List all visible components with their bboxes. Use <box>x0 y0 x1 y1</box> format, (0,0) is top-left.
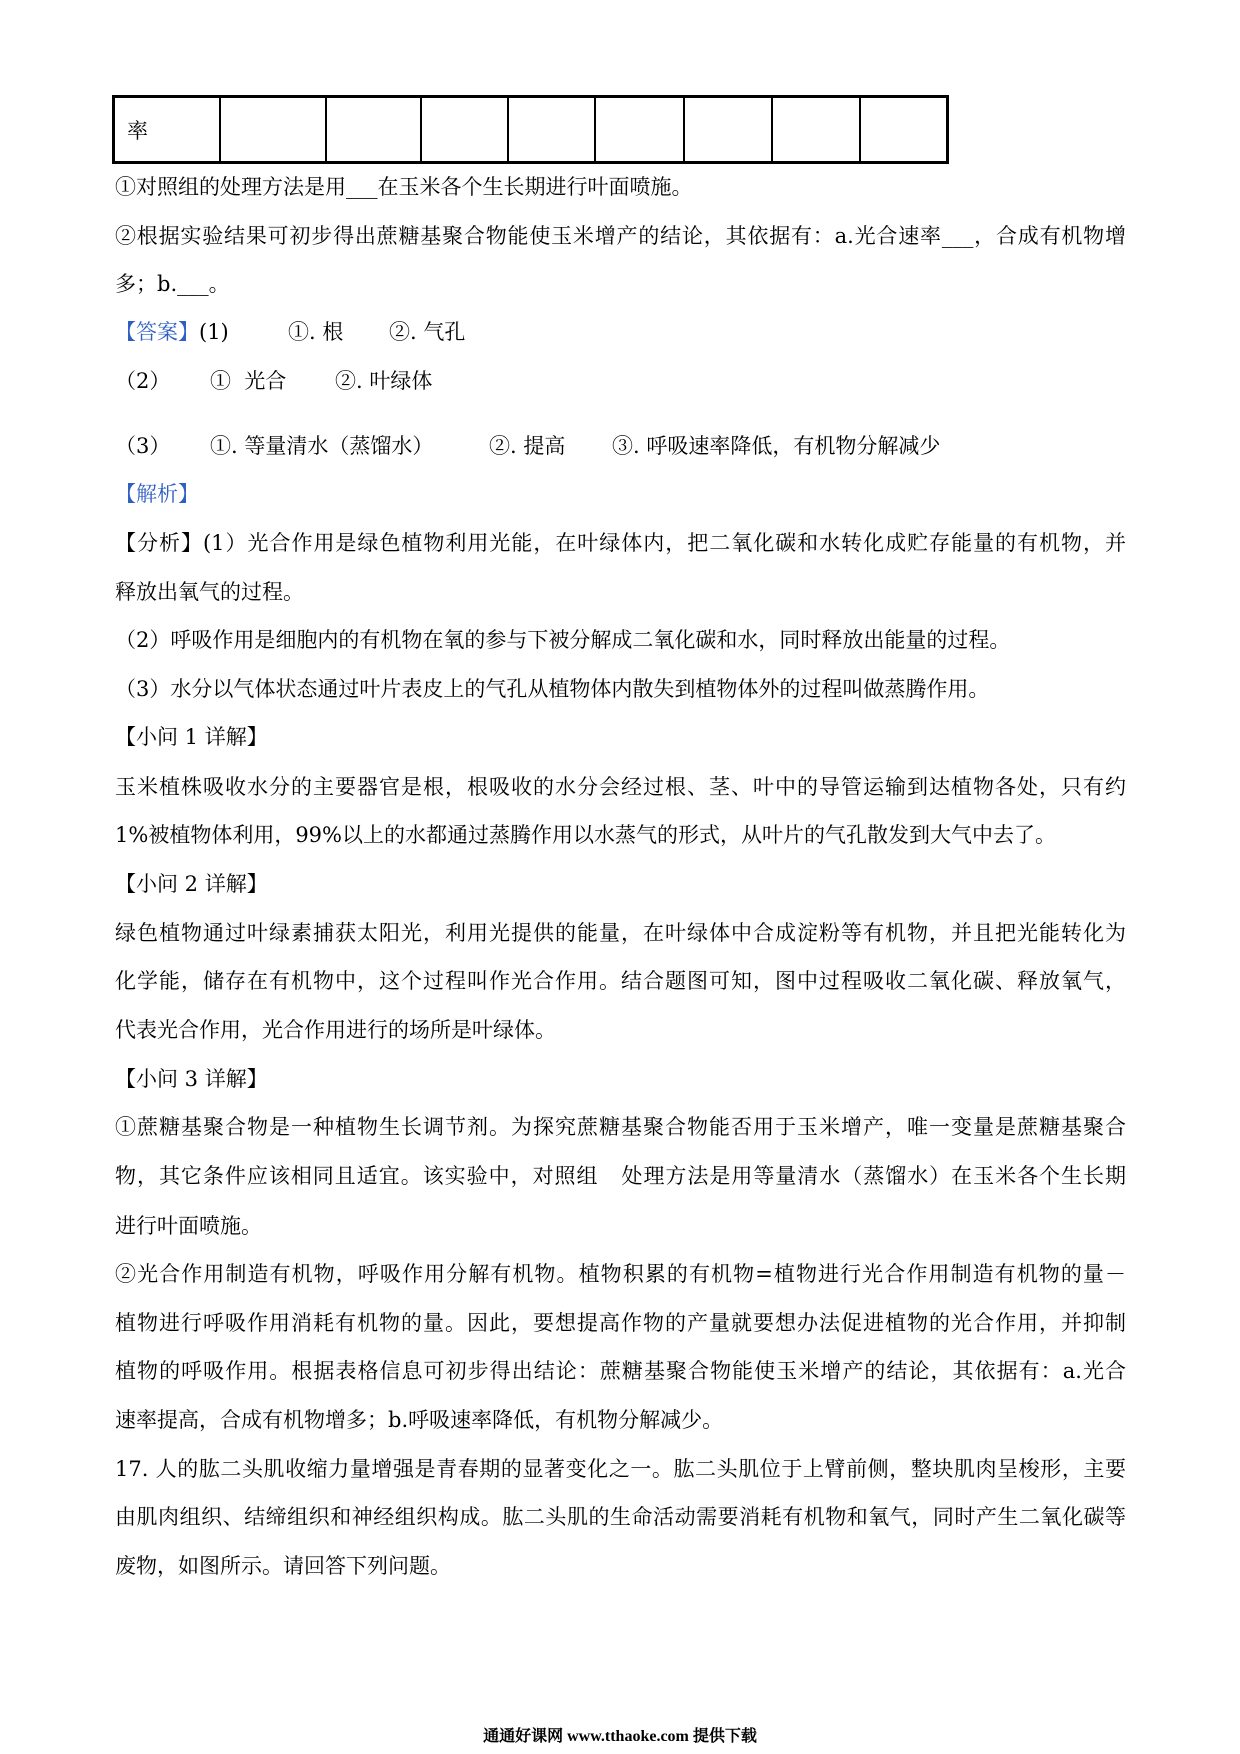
explanation-line: ②光合作用制造有机物，呼吸作用分解有机物。植物积累的有机物=植物进行光合作用制造有机物的量－ <box>115 1262 1126 1286</box>
table-cell <box>421 97 508 163</box>
explanation-line: 物，其它条件应该相同且适宜。该实验中，对照组 处理方法是用等量清水（蒸馏水）在玉米各个生长期 <box>115 1164 1126 1188</box>
table-cell <box>772 97 860 163</box>
question-sub-item-2: ②根据实验结果可初步得出蔗糖基聚合物能使玉米增产的结论，其依据有：a.光合速率___，合成有机物增 <box>115 224 1126 248</box>
answer-part-number: （3） <box>115 434 171 458</box>
explanation-line: 植物的呼吸作用。根据表格信息可初步得出结论：蔗糖基聚合物能使玉米增产的结论，其依据有：a.光合 <box>115 1359 1126 1383</box>
explanation-line: 化学能，储存在有机物中，这个过程叫作光合作用。结合题图可知，图中过程吸收二氧化碳、释放氧气， <box>115 969 1126 993</box>
answer-item: ①. 根 <box>288 320 344 344</box>
question-sub-item-2-continued: 多；b.___。 <box>115 272 230 296</box>
answer-line-2 <box>115 366 1126 396</box>
explanation-line: 代表光合作用，光合作用进行的场所是叶绿体。 <box>115 1018 556 1042</box>
analysis-label: 【分析】 <box>115 531 203 555</box>
analysis-line: （2）呼吸作用是细胞内的有机物在氧的参与下被分解成二氧化碳和水，同时释放出能量的过程。 <box>115 628 1011 652</box>
explanation-line: 玉米植株吸收水分的主要器官是根，根吸收的水分会经过根、茎、叶中的导管运输到达植物各处，只有约 <box>115 775 1126 799</box>
explanation-line: ①蔗糖基聚合物是一种植物生长调节剂。为探究蔗糖基聚合物能否用于玉米增产，唯一变量是蔗糖基聚合 <box>115 1115 1126 1139</box>
page-footer: 通通好课网 www.tthaoke.com 提供下载 <box>483 1728 757 1745</box>
answer-line-3 <box>115 431 1126 461</box>
analysis-line: （3）水分以气体状态通过叶片表皮上的气孔从植物体内散失到植物体外的过程叫做蒸腾作用。 <box>115 677 990 701</box>
table-cell <box>860 97 948 163</box>
table-cell <box>220 97 326 163</box>
answer-item: ①. 等量清水（蒸馏水） <box>210 434 434 458</box>
table-cell-rate-label: 率 <box>114 97 220 163</box>
analysis-line: 释放出氧气的过程。 <box>115 580 304 604</box>
sub-question-2-title: 【小问 2 详解】 <box>115 872 268 896</box>
answer-item: ②. 叶绿体 <box>335 369 433 393</box>
table-cell <box>326 97 421 163</box>
answer-line-1 <box>115 317 1126 347</box>
answer-part-number: (1) <box>199 320 229 344</box>
question-17-line: 由肌肉组织、结缔组织和神经组织构成。肱二头肌的生命活动需要消耗有机物和氧气，同时产生二氧化碳等 <box>115 1505 1126 1529</box>
explanation-line: 进行叶面喷施。 <box>115 1214 262 1238</box>
answer-part-number: （2） <box>115 369 171 393</box>
table-cell <box>684 97 772 163</box>
sub-question-3-title: 【小问 3 详解】 <box>115 1067 268 1091</box>
table-cell <box>595 97 684 163</box>
explanation-line: 绿色植物通过叶绿素捕获太阳光，利用光提供的能量，在叶绿体中合成淀粉等有机物，并且把光能转化为 <box>115 921 1126 945</box>
answer-label: 【答案】 <box>115 320 199 344</box>
question-sub-item-1: ①对照组的处理方法是用___在玉米各个生长期进行叶面喷施。 <box>115 175 693 199</box>
explanation-line: 1%被植物体利用，99%以上的水都通过蒸腾作用以水蒸气的形式，从叶片的气孔散发到大气中去了。 <box>115 823 1056 847</box>
table-row <box>114 97 948 163</box>
question-17-line: 废物，如图所示。请回答下列问题。 <box>115 1554 451 1578</box>
explanation-line: 速率提高，合成有机物增多；b.呼吸速率降低，有机物分解减少。 <box>115 1408 724 1432</box>
answer-item: ②. 提高 <box>489 434 566 458</box>
sub-question-1-title: 【小问 1 详解】 <box>115 725 268 749</box>
analysis-line <box>115 528 1126 558</box>
explanation-label: 【解析】 <box>115 482 199 506</box>
answer-item: ③. 呼吸速率降低，有机物分解减少 <box>612 434 941 458</box>
answer-item: ① 光合 <box>210 369 287 393</box>
data-table <box>112 95 949 164</box>
answer-item: ②. 气孔 <box>389 320 466 344</box>
question-17-line: 17. 人的肱二头肌收缩力量增强是青春期的显著变化之一。肱二头肌位于上臂前侧，整块肌肉呈梭形，主要 <box>115 1457 1126 1481</box>
analysis-text: (1）光合作用是绿色植物利用光能，在叶绿体内，把二氧化碳和水转化成贮存能量的有机物，并 <box>202 531 1126 555</box>
table-cell <box>508 97 595 163</box>
explanation-line: 植物进行呼吸作用消耗有机物的量。因此，要想提高作物的产量就要想办法促进植物的光合作用，并抑制 <box>115 1311 1126 1335</box>
